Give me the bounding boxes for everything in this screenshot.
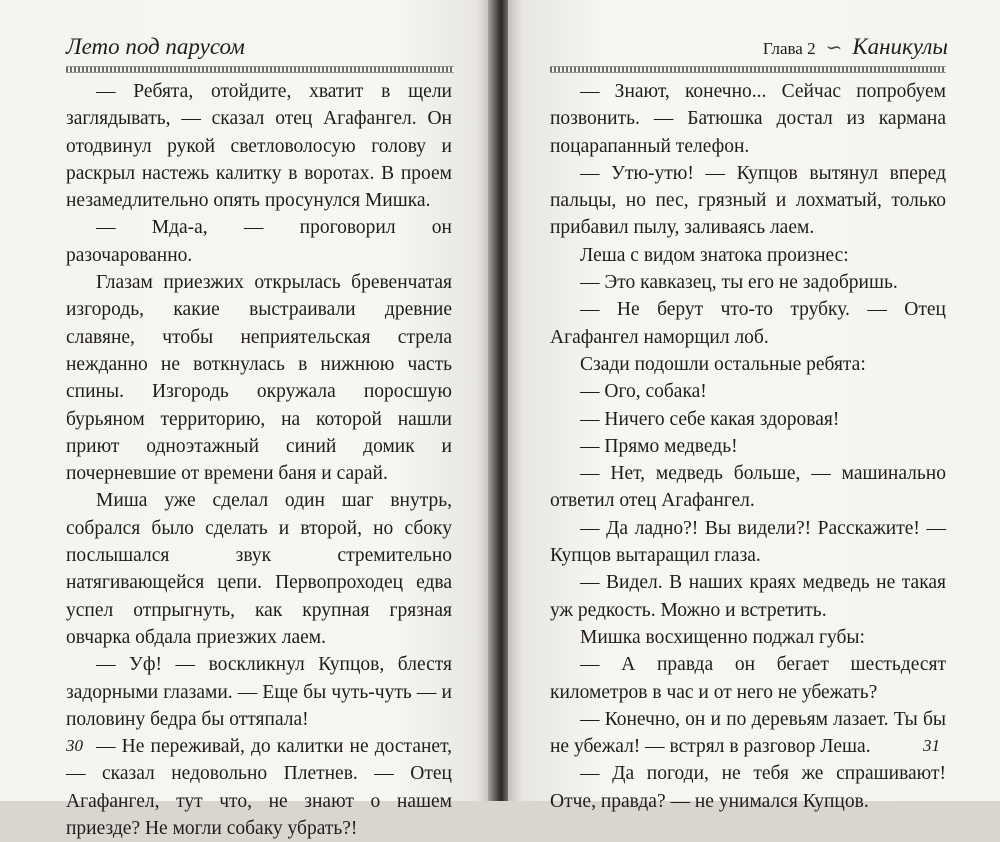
chapter-label: Глава 2 [762, 39, 816, 58]
chapter-header [763, 34, 948, 60]
paragraph: — Прямо медведь! [580, 435, 738, 457]
page-number: 31 [923, 736, 940, 755]
paragraph: — Ого, собака! [580, 381, 707, 403]
paragraph: — Уф! — воскликнул Купцов, блестя задорными глазами. — Еще бы чуть-чуть — и половину бедра бы оттяпала! [66, 654, 452, 730]
paragraph: — Конечно, он и по деревьям лазает. Ты бы не убежал! — встрял в разговор Леша. [550, 708, 946, 758]
paragraph: — Да погоди, не тебя же спрашивают! Отче, правда? — не унимался Купцов. [550, 763, 946, 812]
right-page-text [550, 78, 946, 815]
paragraph: Сзади подошли остальные ребята: [580, 353, 866, 375]
paragraph: Мишка восхищенно поджал губы: [580, 626, 865, 648]
ornament-icon: ∽ [825, 37, 843, 59]
book-title-header: Лето под парусом [66, 34, 245, 59]
header-rule [66, 66, 454, 73]
paragraph: — Мда-а, — проговорил он разочарованно. [66, 217, 452, 266]
left-page-text [66, 78, 452, 842]
paragraph: — Не переживай, до калитки не достанет, — сказал недовольно Плетнев. — Отец Агафангел, тут что, не знают о нашем приезде? Не могли собаку убрать?! [66, 736, 452, 840]
header-rule [550, 66, 946, 73]
paragraph: — Не берут что-то трубку. — Отец Агафангел наморщил лоб. [550, 299, 946, 348]
paragraph: — Это кавказец, ты его не задобришь. [580, 272, 898, 294]
page-number: 30 [66, 736, 83, 755]
paragraph: Миша уже сделал один шаг внутрь, собрался было сделать и второй, но сбоку послышался звук стремительно натягивающейся цепи. Первопроходец едва успел отпрыгнуть, как крупная грязная овчарка обдала приезжих лаем. [66, 490, 452, 648]
paragraph: — Нет, медведь больше, — машинально ответил отец Агафангел. [550, 463, 946, 512]
paragraph: — Утю-утю! — Купцов вытянул вперед пальцы, но пес, грязный и лохматый, только прибавил пылу, заливаясь лаем. [550, 162, 946, 239]
paragraph: Леша с видом знатока произнес: [580, 244, 849, 266]
chapter-title: Каникулы [852, 34, 948, 59]
right-page [508, 0, 1000, 812]
left-page [0, 0, 492, 840]
paragraph: Глазам приезжих открылась бревенчатая изгородь, какие выстраивали древние славяне, чтобы неприятельская стрела нежданно не воткнулась в нижнюю часть спины. Изгородь окружала поросшую бурьяном территорию, на которой нашли приют одноэтажный синий домик и почерневшие от времени баня и сарай. [66, 272, 452, 485]
paragraph: — А правда он бегает шестьдесят километров в час и от него не убежать? [550, 654, 946, 703]
paragraph: — Видел. В наших краях медведь не такая уж редкость. Можно и встретить. [550, 572, 946, 621]
paragraph: — Ребята, отойдите, хватит в щели заглядывать, — сказал отец Агафангел. Он отодвинул рукой светловолосую голову и раскрыл настежь калитку в воротах. В проем незамедлительно опять просунулся Мишка. [66, 81, 452, 212]
paragraph: — Знают, конечно... Сейчас попробуем позвонить. — Батюшка достал из кармана поцарапанный телефон. [550, 81, 946, 157]
paragraph: — Да ладно?! Вы видели?! Расскажите! — Купцов вытаращил глаза. [550, 517, 946, 567]
paragraph: — Ничего себе какая здоровая! [580, 408, 840, 430]
